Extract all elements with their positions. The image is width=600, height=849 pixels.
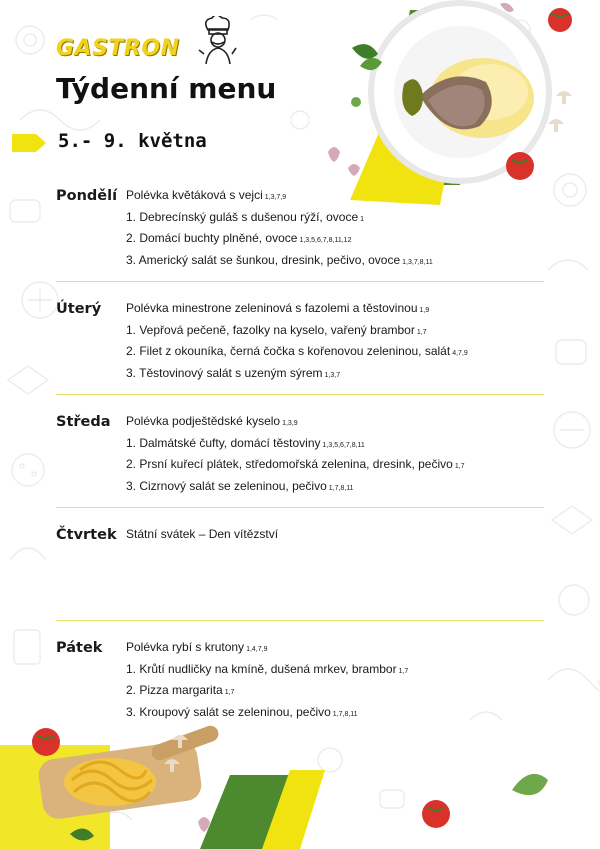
dish-list bbox=[126, 186, 544, 272]
dish-item: 2. Domácí buchty plněné, ovoce 1,3,5,6,7,8,11,12 bbox=[126, 231, 352, 245]
chef-icon bbox=[196, 16, 238, 66]
divider bbox=[56, 281, 544, 282]
dish-item: 2. Filet z okouníka, černá čočka s kořenovou zeleninou, salát 4,7,9 bbox=[126, 344, 468, 358]
day-name: Pondělí bbox=[56, 188, 118, 204]
dish-list bbox=[126, 299, 544, 385]
dish-list bbox=[126, 525, 544, 544]
day-friday bbox=[56, 638, 544, 719]
holiday-note: Státní svátek – Den vítězství bbox=[126, 527, 279, 541]
day-name: Úterý bbox=[56, 301, 102, 317]
allergens: 1,3,7 bbox=[324, 371, 341, 379]
weekly-menu bbox=[56, 186, 544, 719]
divider bbox=[56, 394, 544, 395]
dish-item: 3. Cizrnový salát se zeleninou, pečivo 1,7,8,11 bbox=[126, 478, 354, 493]
day-thursday bbox=[56, 525, 544, 601]
allergens: 1 bbox=[360, 215, 365, 223]
dish-list bbox=[126, 412, 544, 498]
dish-list bbox=[126, 638, 544, 724]
day-monday bbox=[56, 186, 544, 267]
allergens: 1,4,7,9 bbox=[246, 646, 268, 653]
allergens: 1,3,5,6,7,8,11,12 bbox=[299, 237, 352, 244]
date-range: 5.- 9. května bbox=[58, 130, 207, 152]
dish-item: 3. Těstovinový salát s uzeným sýrem 1,3,7 bbox=[126, 365, 341, 380]
day-name: Středa bbox=[56, 414, 111, 430]
dish-item: 2. Pizza margarita 1,7 bbox=[126, 683, 235, 697]
dish-soup: Polévka podještědské kyselo 1,3,9 bbox=[126, 414, 298, 428]
dish-item: 1. Dalmátské čufty, domácí těstoviny 1,3,5,6,7,8,11 bbox=[126, 435, 365, 450]
allergens: 1,9 bbox=[419, 307, 430, 314]
dish-soup: Polévka rybí s krutony 1,4,7,9 bbox=[126, 640, 268, 654]
day-name: Pátek bbox=[56, 640, 103, 656]
allergens: 1,7 bbox=[398, 667, 409, 675]
dish-item: 1. Krůtí nudličky na kmíně, dušená mrkev, brambor 1,7 bbox=[126, 661, 409, 676]
allergens: 1,3,5,6,7,8,11 bbox=[322, 441, 365, 449]
day-wednesday bbox=[56, 412, 544, 493]
page-title: Týdenní menu bbox=[56, 72, 277, 105]
divider bbox=[56, 507, 544, 508]
divider bbox=[56, 620, 544, 621]
allergens: 1,7,8,11 bbox=[328, 484, 354, 492]
allergens: 1,7,8,11 bbox=[332, 710, 358, 718]
dish-soup: Polévka květáková s vejci 1,3,7,9 bbox=[126, 188, 287, 202]
dish-item: 1. Debrecínský guláš s dušenou rýží, ovoce 1 bbox=[126, 209, 365, 224]
allergens: 1,3,7,8,11 bbox=[402, 258, 433, 266]
allergens: 1,7 bbox=[224, 689, 235, 696]
allergens: 1,7 bbox=[454, 463, 465, 470]
allergens: 4,7,9 bbox=[452, 350, 468, 357]
day-name: Čtvrtek bbox=[56, 527, 117, 543]
arrow-icon bbox=[12, 134, 46, 152]
dish-item: 2. Prsní kuřecí plátek, středomořská zelenina, dresink, pečivo 1,7 bbox=[126, 457, 465, 471]
dish-soup: Polévka minestrone zeleninová s fazolemi a těstovinou 1,9 bbox=[126, 301, 430, 315]
allergens: 1,3,7,9 bbox=[264, 194, 287, 201]
day-tuesday bbox=[56, 299, 544, 380]
dish-item: 1. Vepřová pečeně, fazolky na kyselo, vařený brambor 1,7 bbox=[126, 322, 427, 337]
dish-item: 3. Americký salát se šunkou, dresink, pečivo, ovoce 1,3,7,8,11 bbox=[126, 252, 433, 267]
brand-logo: GASTRON bbox=[56, 36, 180, 61]
dish-item: 3. Kroupový salát se zeleninou, pečivo 1,7,8,11 bbox=[126, 704, 358, 719]
allergens: 1,3,9 bbox=[282, 420, 298, 427]
allergens: 1,7 bbox=[416, 328, 427, 336]
